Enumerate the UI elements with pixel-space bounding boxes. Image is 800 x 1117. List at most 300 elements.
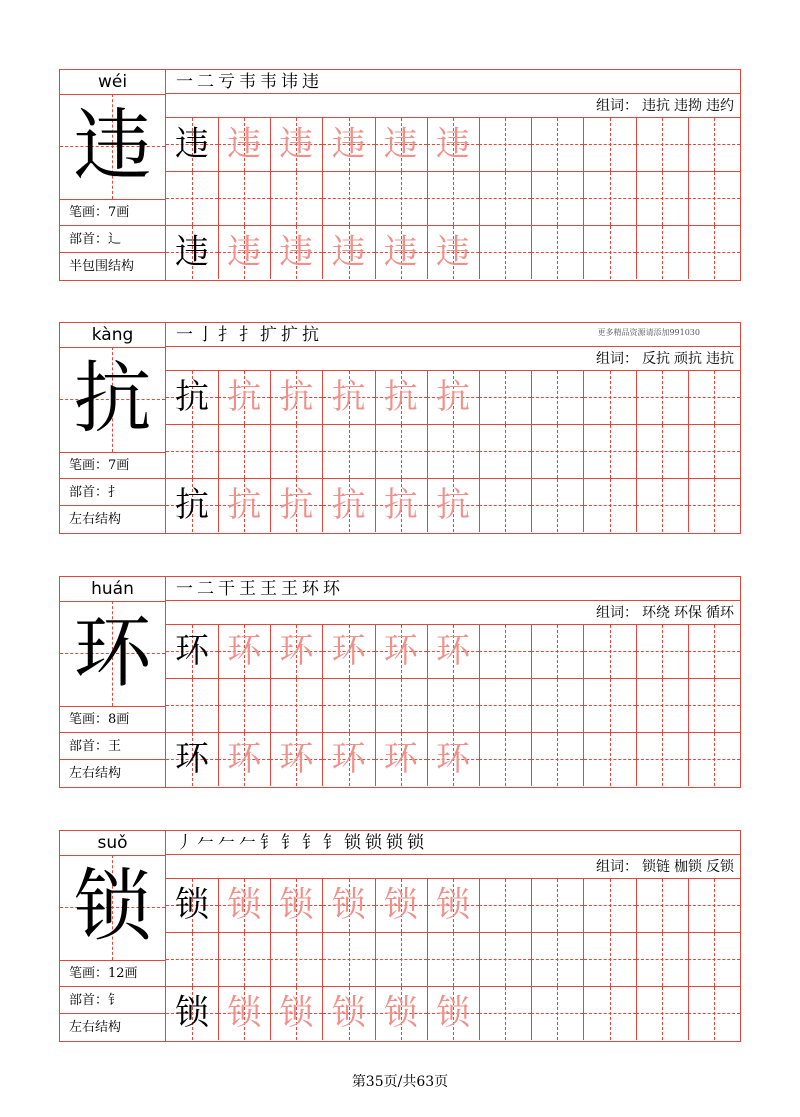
radical: 部首：钅 (60, 987, 165, 1014)
practice-cell (636, 933, 689, 986)
practice-cell (531, 933, 584, 986)
word-example: 循环 (706, 605, 734, 621)
practice-row (166, 733, 740, 787)
practice-cell (584, 371, 637, 424)
practice-row (166, 371, 740, 425)
cell-guide-horizontal (636, 905, 688, 906)
practice-cell (166, 733, 219, 786)
cell-guide-horizontal (584, 144, 636, 145)
practice-cell (531, 679, 584, 732)
trace-character: 违 (227, 232, 262, 272)
practice-cell (166, 933, 219, 986)
practice-cell (166, 879, 219, 932)
stroke-step: 韦 (260, 72, 281, 92)
cell-guide-horizontal (479, 505, 531, 506)
stroke-step: 扩 (281, 325, 302, 345)
practice-cell (270, 425, 323, 478)
stroke-step: 讳 (281, 72, 302, 92)
cell-guide-horizontal (688, 759, 740, 760)
stroke-step: 扌 (218, 325, 239, 345)
trace-character: 抗 (227, 485, 262, 525)
word-example: 环保 (674, 605, 702, 621)
pinyin: suǒ (60, 831, 165, 856)
stroke-count: 笔画：12画 (60, 960, 165, 987)
stroke-step: 一 (176, 325, 197, 345)
cell-guide-horizontal (584, 959, 636, 960)
practice-cell (479, 933, 532, 986)
cell-guide-horizontal (688, 252, 740, 253)
cell-guide-horizontal (479, 144, 531, 145)
cell-guide-horizontal (375, 451, 427, 452)
practice-cell (166, 172, 219, 225)
practice-row (166, 679, 740, 733)
practice-cell (688, 933, 741, 986)
character-card (59, 830, 741, 1042)
practice-cell (531, 118, 584, 171)
practice-cell (166, 425, 219, 478)
structure: 左右结构 (69, 1020, 122, 1035)
stroke-step: 王 (281, 579, 302, 599)
stroke-step: 锁 (344, 833, 365, 853)
cell-guide-horizontal (688, 1013, 740, 1014)
trace-character: 抗 (331, 377, 366, 417)
practice-row (166, 172, 740, 226)
practice-cell (218, 172, 271, 225)
trace-character: 抗 (227, 377, 262, 417)
stroke-step: 抗 (302, 325, 323, 345)
stroke-step: 𠂉 (218, 833, 239, 853)
cell-guide-horizontal (166, 198, 218, 199)
practice-cell (375, 371, 428, 424)
stroke-count: 笔画：7画 (60, 199, 165, 226)
word-example: 违拗 (674, 98, 702, 114)
stroke-step: 丿 (176, 833, 197, 853)
stroke-step: 锁 (365, 833, 386, 853)
words-label: 组词： (596, 98, 638, 114)
stroke-step: 韦 (239, 72, 260, 92)
practice-cell (427, 479, 480, 532)
practice-cell (636, 425, 689, 478)
character-card (59, 69, 741, 281)
large-character-box (60, 347, 165, 453)
cell-guide-horizontal (479, 198, 531, 199)
practice-cell (218, 371, 271, 424)
practice-cell (427, 679, 480, 732)
cell-guide-horizontal (479, 1013, 531, 1014)
practice-cell (218, 879, 271, 932)
practice-cell (427, 733, 480, 786)
cell-guide-horizontal (584, 705, 636, 706)
practice-cell (166, 371, 219, 424)
cell-guide-horizontal (636, 651, 688, 652)
stroke-step: 锁 (386, 833, 407, 853)
word-example: 反抗 (642, 351, 670, 367)
cell-guide-horizontal (584, 451, 636, 452)
cell-guide-horizontal (479, 959, 531, 960)
trace-character: 锁 (436, 885, 470, 925)
practice-cell (375, 679, 428, 732)
practice-cell (479, 118, 532, 171)
cell-guide-horizontal (323, 705, 375, 706)
model-character: 环 (175, 739, 209, 779)
practice-cell (479, 172, 532, 225)
practice-cell (531, 479, 584, 532)
cell-guide-horizontal (531, 705, 583, 706)
cell-guide-horizontal (427, 705, 479, 706)
practice-cell (688, 118, 741, 171)
practice-cell (688, 226, 741, 279)
cell-guide-horizontal (375, 705, 427, 706)
trace-character: 锁 (331, 993, 366, 1033)
practice-cell (218, 625, 271, 678)
cell-guide-horizontal (427, 451, 479, 452)
practice-cell (636, 733, 689, 786)
structure: 半包围结构 (69, 259, 135, 274)
stroke-step: 𠂉 (239, 833, 260, 853)
cell-guide-horizontal (584, 252, 636, 253)
practice-cell (375, 625, 428, 678)
trace-character: 违 (331, 232, 366, 272)
stroke-step: 王 (239, 579, 260, 599)
cell-guide-horizontal (218, 198, 270, 199)
cell-guide-horizontal (375, 198, 427, 199)
character-card (59, 576, 741, 788)
stroke-order (166, 70, 740, 94)
practice-cell (427, 933, 480, 986)
cell-guide-horizontal (636, 198, 688, 199)
cell-guide-horizontal (636, 705, 688, 706)
practice-cell (323, 118, 376, 171)
practice-cell (218, 733, 271, 786)
structure: 左右结构 (69, 512, 122, 527)
model-character: 抗 (175, 485, 209, 525)
trace-character: 环 (383, 739, 418, 779)
words-label: 组词： (596, 859, 638, 875)
cell-guide-horizontal (688, 505, 740, 506)
stroke-order (166, 323, 740, 347)
practice-cell (427, 371, 480, 424)
cell-guide-horizontal (636, 505, 688, 506)
large-character-box (60, 855, 165, 961)
practice-row (166, 625, 740, 679)
cell-guide-horizontal (479, 705, 531, 706)
trace-character: 违 (436, 124, 470, 164)
stroke-order (166, 831, 740, 855)
stroke-step: 一 (176, 72, 197, 92)
cell-guide-horizontal (531, 144, 583, 145)
character-info-panel (60, 70, 166, 280)
word-examples (166, 855, 740, 879)
practice-cell (323, 733, 376, 786)
practice-cell (375, 987, 428, 1040)
practice-cell (375, 425, 428, 478)
cell-guide-horizontal (688, 144, 740, 145)
cell-guide-horizontal (479, 905, 531, 906)
stroke-step: 钅 (260, 833, 281, 853)
trace-character: 锁 (227, 993, 262, 1033)
cell-guide-horizontal (636, 397, 688, 398)
practice-cell (584, 118, 637, 171)
practice-cell (584, 933, 637, 986)
model-character: 锁 (175, 993, 209, 1033)
cell-guide-horizontal (688, 705, 740, 706)
word-example: 环绕 (642, 605, 670, 621)
practice-row (166, 933, 740, 987)
stroke-count: 笔画：7画 (60, 452, 165, 479)
model-character: 环 (175, 631, 209, 671)
practice-cell (688, 625, 741, 678)
trace-character: 违 (383, 232, 418, 272)
stroke-step: 钅 (323, 833, 344, 853)
cell-guide-horizontal (323, 451, 375, 452)
practice-cell (479, 625, 532, 678)
stroke-count: 笔画：8画 (60, 706, 165, 733)
cell-guide-horizontal (531, 759, 583, 760)
practice-cell (218, 226, 271, 279)
stroke-step: 一 (176, 579, 197, 599)
practice-cell (375, 118, 428, 171)
practice-cell (375, 479, 428, 532)
practice-cell (636, 172, 689, 225)
watermark-note: 更多精品资源请添加991030 (597, 328, 700, 337)
cell-guide-horizontal (479, 397, 531, 398)
practice-cell (479, 371, 532, 424)
model-character: 抗 (175, 377, 209, 417)
trace-character: 违 (279, 124, 314, 164)
practice-cell (375, 733, 428, 786)
stroke-step: 王 (260, 579, 281, 599)
cell-guide-horizontal (531, 505, 583, 506)
practice-cell (688, 733, 741, 786)
cell-guide-horizontal (584, 759, 636, 760)
practice-cell (218, 425, 271, 478)
stroke-step: 𠂉 (197, 833, 218, 853)
practice-cell (218, 118, 271, 171)
practice-cell (531, 625, 584, 678)
cell-guide-horizontal (479, 451, 531, 452)
stroke-step: 二 (197, 579, 218, 599)
practice-cell (270, 733, 323, 786)
practice-cell (688, 879, 741, 932)
practice-cell (270, 933, 323, 986)
cell-guide-horizontal (531, 451, 583, 452)
cell-guide-horizontal (218, 451, 270, 452)
practice-cell (270, 172, 323, 225)
practice-cell (375, 879, 428, 932)
practice-cell (584, 879, 637, 932)
practice-cell (270, 879, 323, 932)
large-character: 抗 (73, 354, 152, 444)
trace-character: 环 (383, 631, 418, 671)
practice-cell (166, 987, 219, 1040)
practice-cell (375, 933, 428, 986)
practice-cell (427, 425, 480, 478)
cell-guide-horizontal (584, 397, 636, 398)
pinyin: huán (60, 577, 165, 602)
cell-guide-horizontal (531, 397, 583, 398)
model-character: 锁 (175, 885, 209, 925)
practice-cell (584, 479, 637, 532)
cell-guide-horizontal (688, 651, 740, 652)
cell-guide-horizontal (531, 198, 583, 199)
trace-character: 环 (279, 739, 314, 779)
practice-cell (323, 172, 376, 225)
word-example: 锁链 (642, 859, 670, 875)
practice-cell (531, 733, 584, 786)
cell-guide-horizontal (323, 959, 375, 960)
words-label: 组词： (596, 351, 638, 367)
practice-cell (323, 425, 376, 478)
large-character: 环 (73, 608, 152, 698)
practice-cell (636, 118, 689, 171)
practice-row (166, 226, 740, 280)
word-examples (166, 94, 740, 118)
cell-guide-horizontal (688, 397, 740, 398)
cell-guide-horizontal (636, 959, 688, 960)
stroke-step: 钅 (281, 833, 302, 853)
practice-cell (218, 987, 271, 1040)
practice-cell (584, 987, 637, 1040)
cell-guide-horizontal (584, 505, 636, 506)
word-example: 枷锁 (674, 859, 702, 875)
practice-cell (323, 479, 376, 532)
trace-character: 锁 (436, 993, 470, 1033)
trace-character: 锁 (279, 885, 314, 925)
practice-cell (166, 226, 219, 279)
cell-guide-horizontal (166, 959, 218, 960)
trace-character: 环 (227, 631, 262, 671)
practice-cell (323, 933, 376, 986)
cell-guide-horizontal (479, 759, 531, 760)
words-label: 组词： (596, 605, 638, 621)
large-character-box (60, 94, 165, 200)
practice-cell (636, 371, 689, 424)
trace-character: 抗 (436, 485, 470, 525)
stroke-step: 环 (323, 579, 344, 599)
trace-character: 抗 (279, 485, 314, 525)
practice-cell (479, 479, 532, 532)
trace-character: 锁 (227, 885, 262, 925)
cell-guide-horizontal (218, 959, 270, 960)
practice-cell (270, 987, 323, 1040)
practice-row (166, 425, 740, 479)
word-examples (166, 347, 740, 371)
pinyin: wéi (60, 70, 165, 95)
cell-guide-horizontal (688, 959, 740, 960)
cell-guide-horizontal (166, 705, 218, 706)
stroke-step: 扌 (239, 325, 260, 345)
cell-guide-horizontal (270, 959, 322, 960)
practice-cell (688, 987, 741, 1040)
stroke-step: 锁 (407, 833, 428, 853)
character-card (59, 322, 741, 534)
practice-cell (427, 625, 480, 678)
practice-cell (531, 879, 584, 932)
trace-character: 抗 (331, 485, 366, 525)
stroke-step: 二 (197, 72, 218, 92)
practice-cell (688, 479, 741, 532)
practice-cell (323, 226, 376, 279)
word-examples (166, 601, 740, 625)
practice-cell (427, 987, 480, 1040)
cell-guide-horizontal (636, 144, 688, 145)
practice-cell (584, 172, 637, 225)
model-character: 违 (175, 124, 209, 164)
practice-cell (218, 933, 271, 986)
practice-cell (636, 879, 689, 932)
page-footer: 第35页/共63页 (351, 1074, 449, 1090)
practice-cell (166, 118, 219, 171)
practice-cell (531, 425, 584, 478)
practice-cell (584, 733, 637, 786)
practice-cell (375, 172, 428, 225)
character-info-panel (60, 577, 166, 787)
trace-character: 锁 (383, 993, 418, 1033)
cell-guide-horizontal (584, 1013, 636, 1014)
cell-guide-horizontal (584, 198, 636, 199)
cell-guide-horizontal (427, 198, 479, 199)
trace-character: 违 (383, 124, 418, 164)
trace-character: 锁 (279, 993, 314, 1033)
practice-cell (584, 625, 637, 678)
word-example: 反锁 (706, 859, 734, 875)
cell-guide-horizontal (531, 651, 583, 652)
practice-cell (427, 226, 480, 279)
practice-cell (636, 479, 689, 532)
cell-guide-horizontal (427, 959, 479, 960)
practice-cell (270, 625, 323, 678)
word-example: 违约 (706, 98, 734, 114)
cell-guide-horizontal (218, 705, 270, 706)
trace-character: 环 (331, 739, 366, 779)
practice-cell (270, 479, 323, 532)
cell-guide-horizontal (636, 1013, 688, 1014)
trace-character: 违 (279, 232, 314, 272)
practice-cell (636, 987, 689, 1040)
practice-cell (427, 172, 480, 225)
stroke-step: 亏 (218, 72, 239, 92)
cell-guide-horizontal (688, 451, 740, 452)
practice-cell (584, 226, 637, 279)
model-character: 违 (175, 232, 209, 272)
trace-character: 违 (331, 124, 366, 164)
practice-cell (375, 226, 428, 279)
stroke-step: 违 (302, 72, 323, 92)
practice-row (166, 118, 740, 172)
cell-guide-horizontal (636, 451, 688, 452)
large-character: 违 (73, 101, 152, 191)
practice-cell (584, 679, 637, 732)
practice-cell (166, 625, 219, 678)
trace-character: 环 (227, 739, 262, 779)
trace-character: 抗 (436, 377, 470, 417)
practice-cell (531, 987, 584, 1040)
word-example: 违抗 (642, 98, 670, 114)
practice-cell (323, 625, 376, 678)
practice-cell (323, 679, 376, 732)
cell-guide-horizontal (531, 252, 583, 253)
word-example: 顽抗 (674, 351, 702, 367)
radical: 部首：王 (60, 733, 165, 760)
radical: 部首：扌 (60, 479, 165, 506)
structure: 左右结构 (69, 766, 122, 781)
cell-guide-horizontal (166, 451, 218, 452)
trace-character: 违 (436, 232, 470, 272)
practice-cell (479, 987, 532, 1040)
cell-guide-horizontal (270, 705, 322, 706)
practice-cell (479, 733, 532, 786)
practice-cell (531, 371, 584, 424)
